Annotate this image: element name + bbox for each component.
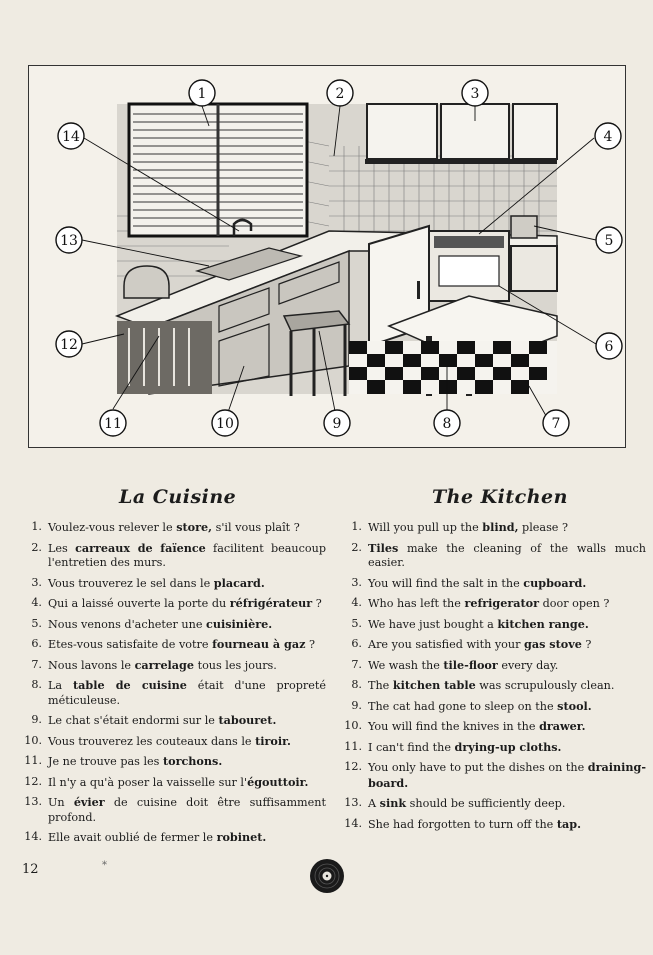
item-number: 13. xyxy=(24,795,42,808)
item-text xyxy=(48,734,326,750)
item-number: 6. xyxy=(351,637,362,650)
item-text-pre: We wash the xyxy=(368,658,444,672)
french-item-13 xyxy=(20,795,326,825)
callout-4 xyxy=(595,123,621,149)
item-text-post: facilitent beaucoup l'entretien des murs. xyxy=(48,541,326,569)
english-item-3 xyxy=(340,576,646,592)
item-text-post: tous les jours. xyxy=(194,658,277,672)
english-item-1 xyxy=(340,520,646,536)
item-text-pre: Are you satisfied with your xyxy=(368,638,525,651)
item-text-pre: She had forgotten to turn off the xyxy=(368,817,557,831)
item-text xyxy=(368,817,646,833)
item-number: 9. xyxy=(351,698,362,712)
item-text-post: ? xyxy=(581,638,592,651)
item-number: 1. xyxy=(31,520,42,533)
item-text-pre: You will find the salt in the xyxy=(368,576,524,590)
item-number: 11. xyxy=(24,754,42,767)
item-text-pre: The cat had gone to sleep on the xyxy=(368,699,558,713)
item-text-pre: We have just bought a xyxy=(368,617,498,631)
callout-12 xyxy=(56,331,82,357)
vocabulary-term: tile-floor xyxy=(443,657,498,672)
svg-text:5: 5 xyxy=(604,233,614,249)
vocabulary-term: sink xyxy=(379,796,407,810)
french-item-6 xyxy=(20,637,326,653)
item-text-post: make the cleaning of the walls much easier. xyxy=(368,541,646,569)
item-text-pre: Vous trouverez le sel dans le xyxy=(48,576,214,590)
item-text-pre: The xyxy=(368,679,393,692)
item-text-pre: Nous lavons le xyxy=(48,658,135,672)
english-item-11 xyxy=(340,740,646,756)
callout-14 xyxy=(58,123,84,149)
item-text xyxy=(48,637,326,653)
vocabulary-term: tap. xyxy=(556,816,581,831)
french-item-7 xyxy=(20,658,326,674)
item-number: 8. xyxy=(31,678,42,691)
french-item-12 xyxy=(20,775,326,791)
item-text-pre: Un xyxy=(48,796,74,809)
english-item-12 xyxy=(340,760,646,791)
item-text xyxy=(48,541,326,571)
item-text xyxy=(368,658,646,674)
french-item-10 xyxy=(20,734,326,750)
svg-text:12: 12 xyxy=(60,337,78,353)
english-item-7 xyxy=(340,658,646,674)
vocabulary-term: carrelage xyxy=(134,657,195,672)
vocabulary-term: kitchen table xyxy=(392,678,476,692)
vocabulary-term: stool. xyxy=(557,698,592,713)
item-number: 11. xyxy=(344,739,362,753)
margin-mark: * xyxy=(102,860,107,871)
english-item-10 xyxy=(340,719,646,735)
english-item-2 xyxy=(340,541,646,571)
vocabulary-term: store, xyxy=(176,520,213,534)
item-text xyxy=(368,719,646,735)
item-number: 3. xyxy=(31,575,42,589)
item-number: 14. xyxy=(24,830,42,843)
item-text xyxy=(368,596,646,612)
item-number: 7. xyxy=(351,657,362,671)
callout-3 xyxy=(462,80,488,106)
item-text xyxy=(368,617,646,633)
item-text-pre: Qui a laissé ouverte la porte du xyxy=(48,597,230,610)
french-item-11 xyxy=(20,754,326,770)
item-text-pre: Nous venons d'acheter une xyxy=(48,617,207,631)
item-number: 13. xyxy=(344,796,362,809)
kitchen-drawing xyxy=(29,66,627,449)
item-text-pre: La xyxy=(48,679,73,692)
french-item-5 xyxy=(20,617,326,633)
svg-text:7: 7 xyxy=(551,416,561,432)
vocabulary-term: drying-up cloths. xyxy=(454,739,562,754)
item-text-post: door open ? xyxy=(539,597,610,610)
french-item-14 xyxy=(20,830,326,846)
item-text-post: every day. xyxy=(497,658,559,672)
item-text-pre: I can't find the xyxy=(368,740,455,754)
item-text xyxy=(368,637,646,653)
svg-text:9: 9 xyxy=(332,416,342,432)
towel-rail xyxy=(117,321,212,394)
svg-text:14: 14 xyxy=(62,129,80,145)
svg-text:3: 3 xyxy=(470,86,480,102)
item-text xyxy=(368,760,646,791)
vocabulary-term: évier xyxy=(73,795,105,809)
item-number: 12. xyxy=(344,760,362,773)
item-text-post: was scrupulously clean. xyxy=(475,679,615,692)
vocabulary-term: tiroir. xyxy=(255,733,291,748)
vocabulary-term: Tiles xyxy=(368,540,399,555)
item-text-pre: Les xyxy=(48,541,76,555)
item-text xyxy=(48,754,326,770)
svg-text:8: 8 xyxy=(442,416,452,432)
english-item-13 xyxy=(340,796,646,812)
item-text xyxy=(368,699,646,715)
item-text xyxy=(48,713,326,729)
item-number: 12. xyxy=(24,774,42,788)
vocabulary-term: tabouret. xyxy=(218,713,277,727)
french-item-2 xyxy=(20,541,326,571)
vocabulary-term: refrigerator xyxy=(464,596,540,610)
item-number: 7. xyxy=(31,657,42,671)
item-text xyxy=(48,617,326,633)
item-text-post: était d'une propreté méticuleuse. xyxy=(48,679,326,707)
item-text-pre: Etes-vous satisfaite de votre xyxy=(48,638,213,651)
item-text-post: de cuisine doit être suffisamment profond. xyxy=(48,796,326,824)
item-text-post: ? xyxy=(312,597,322,610)
french-vocabulary-list xyxy=(20,520,326,851)
item-text-post: s'il vous plaît ? xyxy=(212,521,300,534)
english-title: The Kitchen xyxy=(432,486,568,508)
item-text xyxy=(368,520,646,536)
french-item-4 xyxy=(20,596,326,612)
item-text-pre: Je ne trouve pas les xyxy=(48,755,163,768)
item-text-pre: You only have to put the dishes on the xyxy=(368,761,588,774)
item-number: 10. xyxy=(24,733,42,747)
vocabulary-term: draining-board. xyxy=(368,760,646,790)
item-text-pre: You will find the knives in the xyxy=(368,720,540,733)
english-item-6 xyxy=(340,637,646,653)
svg-text:4: 4 xyxy=(603,129,613,145)
vocabulary-term: drawer. xyxy=(539,719,586,733)
callout-6 xyxy=(596,333,622,359)
svg-text:11: 11 xyxy=(104,416,122,432)
vocabulary-term: réfrigérateur xyxy=(229,596,313,610)
item-text xyxy=(368,541,646,571)
kitchen-range xyxy=(511,246,557,291)
item-text xyxy=(48,795,326,825)
vocabulary-term: placard. xyxy=(213,575,265,590)
vocabulary-term: robinet. xyxy=(216,830,267,844)
item-text-post: please ? xyxy=(518,521,568,534)
svg-text:13: 13 xyxy=(60,233,78,249)
french-item-3 xyxy=(20,576,326,592)
callout-5 xyxy=(596,227,622,253)
vocabulary-term: kitchen range. xyxy=(497,616,589,631)
item-text-pre: Who has left the xyxy=(368,597,465,610)
item-text xyxy=(48,576,326,592)
vocabulary-term: table de cuisine xyxy=(72,678,187,692)
svg-text:6: 6 xyxy=(604,339,614,355)
french-item-8 xyxy=(20,678,326,708)
vocabulary-term: gas stove xyxy=(524,637,582,651)
item-text xyxy=(368,740,646,756)
kitchen-illustration xyxy=(28,65,626,448)
item-text-pre: Voulez-vous relever le xyxy=(48,521,177,534)
item-text xyxy=(48,830,326,846)
item-text xyxy=(48,596,326,612)
item-number: 14. xyxy=(344,816,362,830)
item-text-pre: A xyxy=(368,797,380,810)
vocabulary-term: cupboard. xyxy=(523,575,587,590)
kettle xyxy=(124,266,169,298)
item-text-pre: Elle avait oublié de fermer le xyxy=(48,831,217,844)
item-text xyxy=(368,796,646,812)
english-item-9 xyxy=(340,699,646,715)
vocabulary-term: cuisinière. xyxy=(206,616,273,631)
vocabulary-term: blind, xyxy=(482,520,519,534)
callout-9 xyxy=(324,410,350,436)
svg-text:10: 10 xyxy=(216,416,234,432)
item-text xyxy=(368,576,646,592)
vocabulary-term: carreaux de faïence xyxy=(75,540,206,555)
item-text-post: ? xyxy=(305,638,316,651)
callout-13 xyxy=(56,227,82,253)
svg-text:1: 1 xyxy=(197,86,207,102)
item-text-pre: Le chat s'était endormi sur le xyxy=(48,714,219,727)
item-text xyxy=(48,520,326,536)
callout-7 xyxy=(543,410,569,436)
english-item-5 xyxy=(340,617,646,633)
english-item-14 xyxy=(340,817,646,833)
callout-1 xyxy=(189,80,215,106)
item-text-pre: Will you pull up the xyxy=(368,521,483,534)
french-item-1 xyxy=(20,520,326,536)
item-text xyxy=(48,678,326,708)
item-text-pre: Il n'y a qu'à poser la vaisselle sur l' xyxy=(48,775,248,789)
item-number: 2. xyxy=(31,540,42,554)
english-vocabulary-list xyxy=(340,520,646,837)
callout-2 xyxy=(327,80,353,106)
english-item-8 xyxy=(340,678,646,694)
item-number: 10. xyxy=(344,719,362,732)
vocabulary-term: torchons. xyxy=(162,754,223,768)
wall-cupboards xyxy=(367,104,557,159)
item-text-pre: Vous trouverez les couteaux dans le xyxy=(48,734,256,748)
item-text-post: should be sufficiently deep. xyxy=(406,797,566,810)
item-text xyxy=(48,658,326,674)
page-number: 12 xyxy=(22,862,39,877)
item-number: 1. xyxy=(351,520,362,533)
item-number: 3. xyxy=(351,575,362,589)
tile-floor xyxy=(349,341,557,394)
item-text xyxy=(48,775,326,791)
item-number: 4. xyxy=(351,596,362,609)
french-item-9 xyxy=(20,713,326,729)
item-number: 2. xyxy=(351,540,362,554)
callout-8 xyxy=(434,410,460,436)
item-number: 5. xyxy=(351,616,362,630)
item-number: 9. xyxy=(31,713,42,726)
item-text xyxy=(368,678,646,694)
vocabulary-term: égouttoir. xyxy=(247,774,309,789)
item-number: 4. xyxy=(31,596,42,609)
french-title: La Cuisine xyxy=(119,486,237,508)
english-item-4 xyxy=(340,596,646,612)
item-number: 5. xyxy=(31,616,42,630)
svg-text:2: 2 xyxy=(335,86,345,102)
callout-10 xyxy=(212,410,238,436)
callout-11 xyxy=(100,410,126,436)
record-disc-icon xyxy=(309,858,345,898)
item-number: 6. xyxy=(31,637,42,650)
item-number: 8. xyxy=(351,678,362,691)
vocabulary-term: fourneau à gaz xyxy=(212,637,306,651)
